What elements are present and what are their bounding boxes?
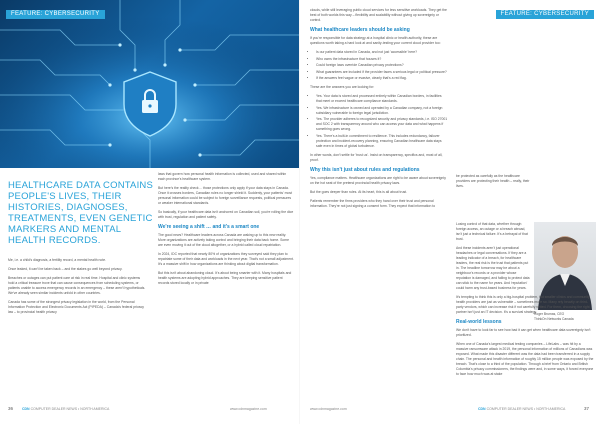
right-column-b: [456, 174, 530, 193]
footer-url: www.cdnmagazine.com: [310, 407, 347, 411]
paragraph: Patients remember the firms providers who they hand over their trust and personal information. They're not just signing a consent form. They expect that information to: [310, 198, 436, 208]
section-heading: We're seeing a shift … and it's a smart one: [158, 224, 260, 230]
footer-brand: [22, 407, 109, 411]
page-number: 36: [8, 406, 14, 411]
paragraph: Yes, compliance matters. Healthcare organizations are right to be aware about sovereignty on the hot seat of the pretend provincial health privacy laws.: [310, 175, 446, 185]
paragraph: These are the answers you are looking for:: [310, 85, 375, 89]
paragraph: But the goes deeper than rules. At its heart, this is all about trust.: [310, 189, 408, 194]
paragraph: Once leaked, it can't be taken back – and the stakes go well beyond privacy.: [8, 267, 123, 271]
right-column-a: [310, 8, 448, 213]
list-item: • What guarantees are included if the provider faces a serious legal or political pressure?: [316, 70, 448, 75]
section-heading: Why this isn't just about rules and regulations: [310, 166, 420, 173]
footer-brand: [478, 407, 565, 411]
list-item: • Yes. Your data is stored and processed entirely within Canadian borders, in facilities that meet or exceed healthcare compliance standards.: [316, 94, 448, 104]
caption-name: Roger Brumas, CEO: [534, 312, 565, 316]
paragraph: The good news? Healthcare leaders across Canada are waking up to this new reality. More organizations are actively taking control and bringing their data back home. Some are even moving it out of the cloud altogether, or a hybrid called cloud repatriation.: [158, 233, 289, 247]
section-heading: Real-world lessons: [456, 319, 502, 325]
pull-quote: HEALTHCARE DATA CONTAINS PEOPLE'S LIVES, THEIR HISTORIES, DIAGNOSES, TREATMENTS, EVEN GENETIC MARKERS AND MENTAL HEALTH RECORDS.: [8, 180, 154, 246]
paragraph: clouds, while still leveraging public cloud services for less sensitive workloads. They get the best of both worlds this way – flexibility and scalability without giving up sovereignty or control.: [310, 8, 447, 22]
question-list: [310, 50, 448, 81]
list-item: • Yes. We infrastructure is owned and operated by a Canadian company, not a foreign subsidiary vulnerable to foreign legal jurisdiction.: [316, 106, 448, 116]
circuit-board-illustration: [0, 0, 300, 168]
paragraph: In other words, don't settle for 'trust us'. Insist on transparency, specifics and, most of all, proof.: [310, 152, 443, 162]
feature-tag: FEATURE: CYBERSECURITY: [6, 10, 105, 19]
list-item: • Is our patient data stored in Canada, and not just 'accessible' here?: [316, 50, 448, 55]
paragraph: And these incidents aren't just operational headaches or legal conversations. If they are a leading indicator of a breach, for healthcare leaders, the real risk is the trust that patients put in. The headline tomorrow may be about a neighbour's records or a provider whose reputation is damaged, and failing to protect data can stick to the name for years. And 'reputation' could harm any trust-based business for years.: [456, 246, 530, 290]
paragraph: If you're responsible for data strategy at a hospital clinic or health authority, these are questions worth taking a hard look at and sanity-testing your current cloud provider too:: [310, 36, 441, 45]
paragraph: When one of Canada's largest medical testing companies – LifeLabs – was hit by a massive ransomware attack in 2019, the personal information of millions of Canadians was exposed. What made this disaster different was the data had been transferred in a supply chain. The personal and health information of roughly 15 million people was exposed by the breach. That's close to a third of the population. Through a brief from Ontario and British Columbia's privacy commissioners, the findings were and, in some ways, it forced everyone to face how much was at stake: [456, 342, 594, 376]
footer-url: www.cdnmagazine.com: [230, 407, 267, 411]
paragraph: Losing control of that data, whether through foreign access, an outage or a breach abroad, isn't just a technical failure. It's a betrayal of that trust.: [456, 222, 528, 241]
list-item: • If the answers feel vague or evasive, clearly that's a red flag.: [316, 76, 448, 81]
list-item: • Yes. The provider adheres to recognized security and privacy standards, i.e. ISO 27001 and SOC 2 with transparency around who can access your data and what happens if something goes wrong.: [316, 117, 448, 132]
hero-image: [0, 0, 300, 168]
paragraph: In 2024, IDC reported that nearly 80% of organizations they surveyed said they plan to repatriate some of their data and workloads in the next year. That's not a small adjustment. It's a massive shift in how organizations are thinking about digital transformation.: [158, 252, 294, 266]
paragraph: laws that govern how personal health information is collected, used and shared within each province's healthcare system.: [158, 172, 287, 181]
brand-text: COMPUTER DEALER NEWS • NORTH AMERICA: [486, 407, 566, 411]
left-column-b: [158, 172, 294, 290]
list-item: • Yes. There's a built-in commitment to resilience. This includes redundancy, failover protection and incident-recovery planning, ensuring Canadian healthcare data stays safe even in times of global turbulence.: [316, 134, 448, 149]
paragraph: Me, i.e. a child's diagnosis, a fertility record, a mental health note.: [8, 258, 107, 262]
paragraph: It's tempting to think this is only a big-hospital problem, but smaller clinics and community health providers are just as vulnerable – sometimes more so. Many rely heavily on third-party vendors, which can increase risk if not carefully vetted. For them, choosing the right partner isn't just an IT decision. It's a survival strategy.: [456, 295, 590, 314]
brand-logo: CDN: [478, 407, 486, 411]
section-heading: What healthcare leaders should be asking: [310, 27, 410, 33]
caption-company: ThinkOn Networks Canada: [534, 316, 574, 321]
paragraph: But here's the reality check… those protections only apply if your data stays in Canada. Once it crosses borders, Canadian rules no longer shield it. Suddenly, your patients' most personal information could be subject to foreign surveillance requests, political pressures or weaker international standards.: [158, 186, 293, 205]
answer-list: [310, 94, 448, 149]
paragraph: Canada has some of the strongest privacy legislation in the world, from the Personal Information Protection and Electronic Documents Act (PIPEDA) – Canada's federal privacy law – to provincial health privacy: [8, 300, 144, 314]
paragraph: Breaches or outages can put patient care at risk in real time. Hospital and clinic systems hold a critical treasure trove that can cause consequences from scheduling systems, or patients unable to access emergency records in an emergency – these aren't hypotheticals. We've already seen similar incidents unfold in other countries.: [8, 276, 146, 295]
page-number: 37: [584, 406, 590, 411]
brand-logo: CDN: [22, 407, 30, 411]
list-item: • Could foreign laws override Canadian privacy protections?: [316, 63, 448, 68]
paragraph: We don't have to look far to see how bad it can get when healthcare data sovereignty isn't prioritized.: [456, 328, 591, 337]
list-item: • Who owns the infrastructure that houses it?: [316, 57, 448, 62]
paragraph: So basically, if your healthcare data isn't anchored on Canadian soil, you're rolling the dice with trust, regulation and patient safety.: [158, 210, 294, 219]
brand-text: COMPUTER DEALER NEWS • NORTH AMERICA: [30, 407, 110, 411]
paragraph: be protected as carefully as the healthcare providers are protecting their health – really, their lives.: [456, 174, 530, 188]
paragraph: But this isn't about abandoning cloud. It's about being smarter with it. Many hospitals and health systems are adopting hybrid approaches. They are keeping sensitive patient records stored locally or in private: [158, 271, 292, 285]
left-column-a: [8, 258, 146, 319]
feature-tag: FEATURE: CYBERSECURITY: [496, 10, 595, 19]
